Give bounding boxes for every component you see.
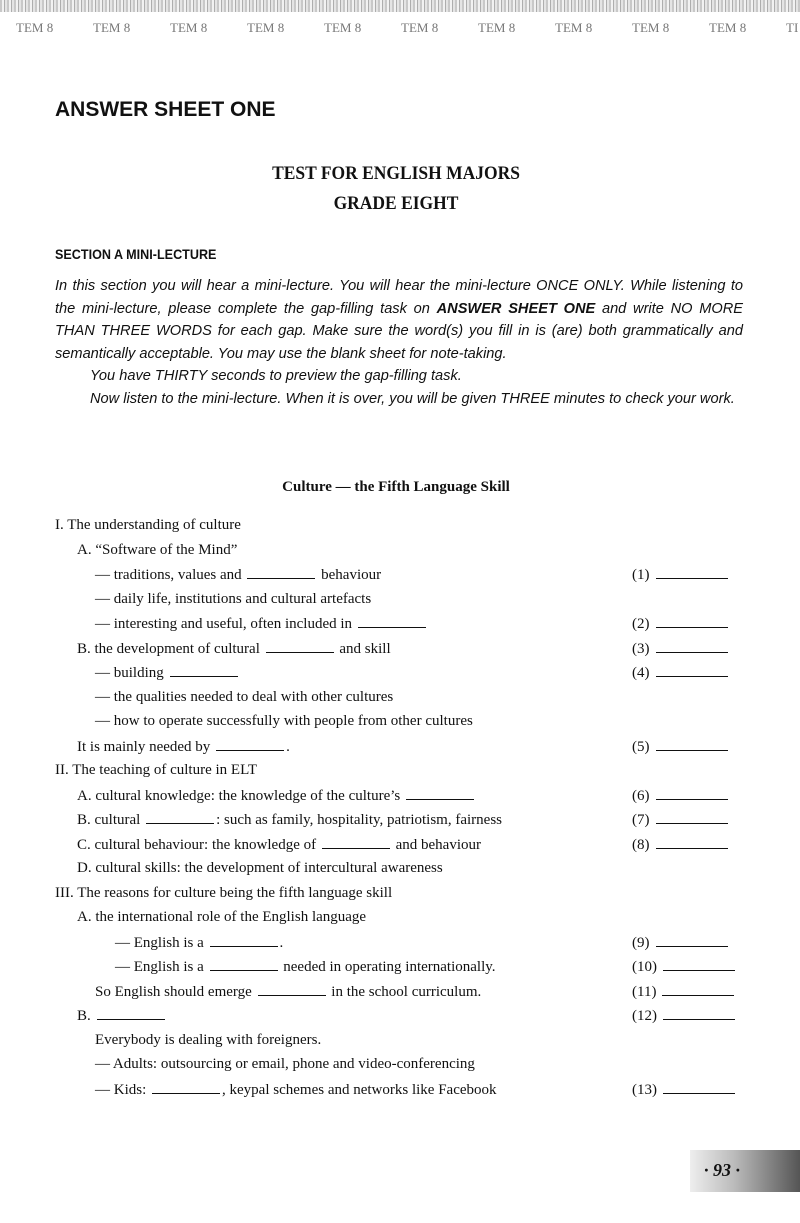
page-number: · 93 · xyxy=(704,1160,740,1180)
scan-noise-strip xyxy=(0,0,800,12)
instructions xyxy=(55,275,743,411)
answer-number: (2) xyxy=(632,616,650,632)
grade-title: GRADE EIGHT xyxy=(333,193,459,214)
answer-blank[interactable] xyxy=(656,810,728,824)
answer-slot xyxy=(632,737,728,756)
outline-line xyxy=(77,859,443,877)
answer-blank[interactable] xyxy=(656,614,728,628)
answer-blank[interactable] xyxy=(662,982,734,996)
outline-line xyxy=(95,688,393,706)
answer-slot xyxy=(632,957,735,976)
outline-text: A. the international role of the English language xyxy=(77,909,367,925)
outline-line xyxy=(115,933,283,952)
listen-instruction: Now listen to the mini-lecture. When it is over, you will be given THREE minutes to check your work. xyxy=(90,390,735,407)
answer-number: (10) xyxy=(632,959,657,975)
outline-line xyxy=(77,786,476,805)
answer-number: (4) xyxy=(632,665,650,681)
instructions-paragraph xyxy=(55,275,743,365)
answer-blank[interactable] xyxy=(656,565,728,579)
answer-number: (5) xyxy=(632,738,650,755)
gap-blank xyxy=(247,565,315,579)
outline-line xyxy=(95,614,428,633)
header-tem8-label: TEM 8 xyxy=(709,20,747,35)
gap-blank xyxy=(258,982,326,996)
outline-text: It is mainly needed by xyxy=(77,738,215,755)
test-title: TEST FOR ENGLISH MAJORS xyxy=(272,163,520,184)
answer-slot xyxy=(632,786,728,805)
outline-line xyxy=(95,1080,497,1099)
outline-line xyxy=(95,982,481,1001)
outline-text: Everybody is dealing with foreigners. xyxy=(95,1031,322,1048)
gap-blank xyxy=(170,663,238,677)
outline-text: behaviour xyxy=(317,567,382,583)
answer-number: (1) xyxy=(632,567,650,583)
answer-blank[interactable] xyxy=(663,957,735,971)
outline-text: III. The reasons for culture being the fifth language skill xyxy=(55,884,393,901)
preview-instruction: You have THIRTY seconds to preview the gap-filling task. xyxy=(90,368,462,385)
gap-blank xyxy=(152,1080,220,1094)
header-tem8-strip xyxy=(0,20,800,40)
answer-blank[interactable] xyxy=(656,663,728,677)
header-tem8-label: TEM 8 xyxy=(93,20,131,35)
outline-text: and skill xyxy=(335,640,391,657)
answer-slot xyxy=(632,639,728,658)
instructions-text: and write NO MORE THAN THREE WORDS for each gap. Make sure the word(s) you fill in is (are) both grammatically and semantically acceptable. You may use the blank sheet for note-taking. xyxy=(55,300,743,362)
outline-text: and behaviour xyxy=(391,836,481,853)
answer-slot xyxy=(632,663,728,682)
header-tem8-label: TEM 8 xyxy=(632,20,670,35)
outline-text: . xyxy=(286,738,290,755)
outline-text: D. cultural skills: the development of intercultural awareness xyxy=(77,860,443,876)
outline-text: B. the development of cultural xyxy=(77,640,264,657)
outline-line xyxy=(95,590,371,608)
outline-line xyxy=(55,884,392,902)
answer-blank[interactable] xyxy=(663,1080,735,1094)
outline-line xyxy=(55,516,241,534)
answer-blank[interactable] xyxy=(656,933,728,947)
outline-line xyxy=(77,1006,167,1025)
answer-blank[interactable] xyxy=(656,835,728,849)
outline-text: . xyxy=(279,934,284,951)
answer-number: (8) xyxy=(632,836,650,853)
instructions-text: In this section you will hear a mini-lecture. You will hear the mini-lecture ONCE ONLY. While listening to the mini-lecture, please complete the gap-filling task on xyxy=(55,278,743,317)
answer-number: (3) xyxy=(632,640,650,657)
answer-blank[interactable] xyxy=(656,639,728,653)
outline-line xyxy=(95,1055,475,1073)
instructions-emphasis: ANSWER SHEET ONE xyxy=(436,300,596,317)
outline-text: — Adults: outsourcing or email, phone and video-conferencing xyxy=(95,1056,475,1072)
outline-text: — English is a xyxy=(115,959,208,975)
outline-text: — how to operate successfully with people from other cultures xyxy=(95,713,473,729)
outline-line xyxy=(77,810,502,829)
outline-text: — interesting and useful, often included in xyxy=(95,616,356,632)
answer-number: (13) xyxy=(632,1081,657,1098)
gap-blank xyxy=(358,614,426,628)
outline-text: II. The teaching of culture in ELT xyxy=(55,762,258,778)
header-tem8-label: TEM 8 xyxy=(324,20,362,35)
header-tem8-label: TEM 8 xyxy=(170,20,208,35)
outline-text: C. cultural behaviour: the knowledge of xyxy=(77,836,320,853)
outline-line xyxy=(77,835,481,854)
header-tem8-label: TEM 8 xyxy=(247,20,285,35)
answer-slot xyxy=(632,933,728,952)
page-number-tab xyxy=(690,1150,800,1192)
lecture-title: Culture — the Fifth Language Skill xyxy=(282,479,510,495)
answer-number: (11) xyxy=(632,983,657,1000)
answer-blank[interactable] xyxy=(656,737,728,751)
outline-line xyxy=(95,663,240,682)
answer-slot xyxy=(632,565,728,584)
outline-line xyxy=(95,565,381,584)
section-heading: SECTION A MINI-LECTURE xyxy=(55,246,217,262)
answer-slot xyxy=(632,835,728,854)
answer-number: (6) xyxy=(632,787,650,804)
outline-text: — the qualities needed to deal with other cultures xyxy=(95,688,394,705)
answer-number: (12) xyxy=(632,1008,657,1024)
answer-number: (7) xyxy=(632,812,650,828)
outline-line xyxy=(95,712,473,730)
header-tem8-label: TI xyxy=(786,20,799,35)
gap-blank xyxy=(146,810,214,824)
outline-text: A. cultural knowledge: the knowledge of the culture’s xyxy=(77,787,404,804)
outline-text: in the school curriculum. xyxy=(327,983,482,1000)
outline-line xyxy=(115,957,496,976)
outline-text: — traditions, values and xyxy=(95,567,246,583)
outline-text: — English is a xyxy=(115,934,208,951)
answer-blank[interactable] xyxy=(663,1006,735,1020)
outline-line xyxy=(95,1031,321,1049)
answer-blank[interactable] xyxy=(656,786,728,800)
outline-text: needed in operating internationally. xyxy=(279,959,496,975)
answer-slot xyxy=(632,1080,735,1099)
answer-slot xyxy=(632,982,734,1001)
outline-line xyxy=(77,737,290,756)
outline-text: So English should emerge xyxy=(95,983,256,1000)
answer-sheet-title: ANSWER SHEET ONE xyxy=(55,98,276,121)
answer-slot xyxy=(632,1006,735,1025)
outline-line xyxy=(77,908,366,926)
outline-text: — building xyxy=(95,665,168,681)
gap-blank xyxy=(97,1006,165,1020)
outline-line xyxy=(77,639,391,658)
gap-blank xyxy=(216,737,284,751)
outline-text: , keypal schemes and networks like Facebook xyxy=(222,1081,497,1098)
outline-text: A. “Software of the Mind” xyxy=(77,541,238,558)
answer-number: (9) xyxy=(632,934,650,951)
outline-text: B. cultural xyxy=(77,812,145,828)
gap-blank xyxy=(210,933,278,947)
outline-line xyxy=(55,761,257,779)
gap-blank xyxy=(322,835,390,849)
outline-text: B. xyxy=(77,1008,95,1024)
header-tem8-label: TEM 8 xyxy=(555,20,593,35)
outline-text: : such as family, hospitality, patriotism, fairness xyxy=(216,812,503,828)
answer-slot xyxy=(632,614,728,633)
header-tem8-label: TEM 8 xyxy=(16,20,54,35)
outline-text: — Kids: xyxy=(95,1081,151,1098)
outline-text: I. The understanding of culture xyxy=(55,517,241,533)
answer-slot xyxy=(632,810,728,829)
header-tem8-label: TEM 8 xyxy=(401,20,439,35)
outline-text: — daily life, institutions and cultural artefacts xyxy=(95,590,372,607)
header-tem8-label: TEM 8 xyxy=(478,20,516,35)
gap-blank xyxy=(210,957,278,971)
gap-blank xyxy=(266,639,334,653)
outline-line xyxy=(77,541,237,559)
gap-blank xyxy=(406,786,474,800)
